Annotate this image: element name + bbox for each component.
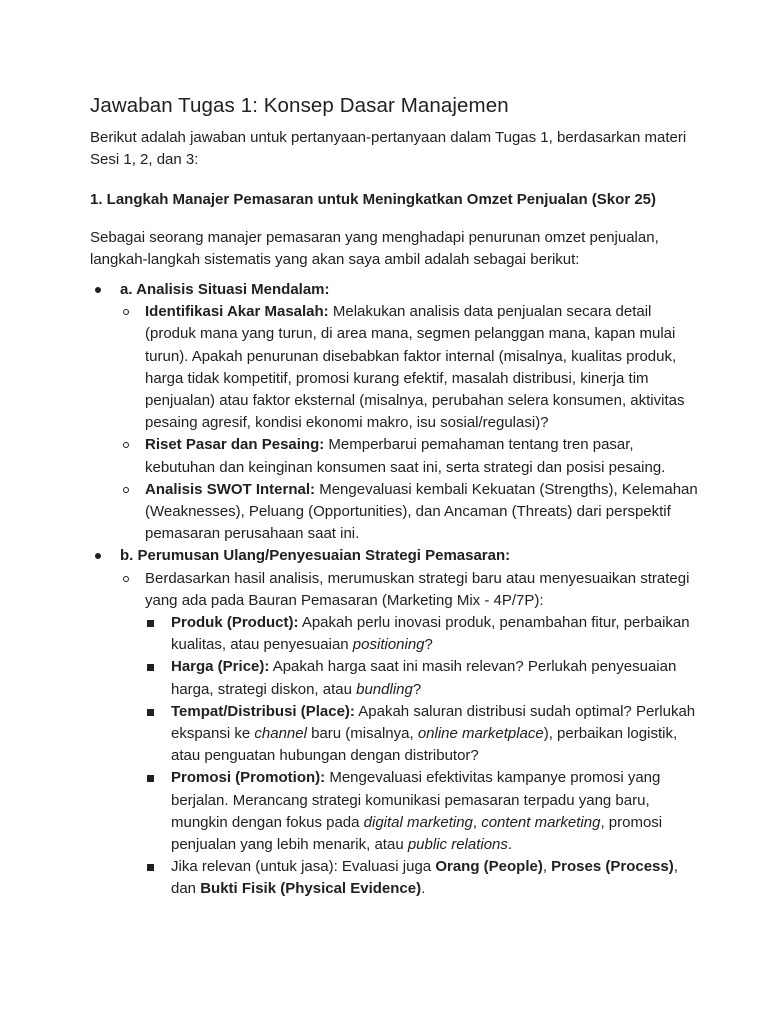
square-bullet-icon <box>147 864 154 871</box>
mix-text: , <box>542 858 552 876</box>
mix-emphasis: positioning <box>352 636 425 654</box>
circle-bullet-icon <box>123 487 129 493</box>
item-label: Analisis SWOT Internal: <box>145 480 316 498</box>
circle-bullet-icon <box>123 309 129 315</box>
mix-text: Apakah saluran distribusi sudah optimal? Perlukah ekspansi ke <box>171 702 696 743</box>
step-b <box>90 545 700 900</box>
mix-bold: Orang (People) <box>435 858 543 876</box>
mix-text: Apakah harga saat ini masih relevan? Perlukah penyesuaian harga, strategi diskon, atau <box>171 658 677 698</box>
mix-services <box>145 856 700 900</box>
mix-text: ? <box>424 636 433 654</box>
mix-text: . <box>507 836 513 854</box>
square-bullet-icon <box>147 620 154 627</box>
mix-place <box>145 701 700 768</box>
mix-emphasis: digital marketing <box>363 813 473 831</box>
item-text: Memperbarui pemahaman tentang tren pasar, kebutuhan dan keinginan konsumen saat ini, serta strategi dan posisi pesaing. <box>145 436 666 476</box>
square-bullet-icon <box>147 775 154 782</box>
disc-bullet-icon <box>95 553 101 559</box>
mix-text: , <box>472 813 482 831</box>
step-a-item-3 <box>120 479 700 546</box>
steps-list <box>90 279 700 901</box>
mix-label: Tempat/Distribusi (Place): <box>171 702 355 720</box>
mix-text: Apakah perlu inovasi produk, penambahan fitur, perbaikan kualitas, atau penyesuaian <box>171 614 690 654</box>
step-a-label: a. Analisis Situasi Mendalam: <box>120 281 330 298</box>
mix-text: , promosi penjualan yang lebih menarik, atau <box>171 813 663 854</box>
mix-price <box>145 656 700 700</box>
step-a-item-2 <box>120 434 700 478</box>
mix-emphasis: online marketplace <box>417 725 544 743</box>
item-label: Riset Pasar dan Pesaing: <box>145 436 325 454</box>
step-b-sublist <box>120 568 700 901</box>
mix-promotion <box>145 767 700 856</box>
disc-bullet-icon <box>95 287 101 293</box>
mix-text: Jika relevan (untuk jasa): Evaluasi juga <box>171 858 436 876</box>
mix-text: ), perbaikan logistik, atau penguatan hubungan dengan distributor? <box>171 725 678 765</box>
marketing-mix-list <box>145 612 700 901</box>
mix-emphasis: content marketing <box>481 813 601 831</box>
item-text: Berdasarkan hasil analisis, merumuskan strategi baru atau menyesuaikan strategi yang ada pada Bauran Pemasaran (Marketing Mix - 4P/7P): <box>145 569 690 609</box>
mix-emphasis: bundling <box>356 680 413 698</box>
mix-emphasis: channel <box>254 725 307 743</box>
step-a-item-1 <box>120 301 700 434</box>
mix-emphasis: public relations <box>407 836 508 854</box>
step-a <box>90 279 700 545</box>
document-title: Jawaban Tugas 1: Konsep Dasar Manajemen <box>90 94 509 117</box>
mix-text: , dan <box>171 858 678 898</box>
mix-text: . <box>421 880 426 898</box>
circle-bullet-icon <box>123 442 129 448</box>
mix-bold: Bukti Fisik (Physical Evidence) <box>200 880 422 898</box>
intro-paragraph: Berikut adalah jawaban untuk pertanyaan-pertanyaan dalam Tugas 1, berdasarkan materi Sesi 1, 2, dan 3: <box>90 129 687 168</box>
step-a-sublist <box>120 301 700 545</box>
mix-text: Mengevaluasi efektivitas kampanye promosi yang berjalan. Merancang strategi komunikasi pemasaran terpadu yang baru, mungkin dengan fokus pada <box>171 769 661 831</box>
item-text: Melakukan analisis data penjualan secara detail (produk mana yang turun, di area mana, segmen pelanggan mana, kapan mulai turun). Apakah penurunan disebabkan faktor internal (misalnya, kualitas produk, harga tidak kompetitif, promosi kurang efektif, masalah distribusi, kinerja tim penjualan) atau faktor eksternal (misalnya, perubahan selera konsumen, aktivitas pesaing agresif, kondisi ekonomi makro, isu sosial/regulasi)? <box>145 303 685 432</box>
square-bullet-icon <box>147 664 154 671</box>
mix-label: Promosi (Promotion): <box>171 769 326 787</box>
item-label: Identifikasi Akar Masalah: <box>145 303 329 321</box>
step-b-item-1 <box>120 568 700 901</box>
mix-text: baru (misalnya, <box>306 725 418 743</box>
mix-product <box>145 612 700 656</box>
item-text: Mengevaluasi kembali Kekuatan (Strengths), Kelemahan (Weaknesses), Peluang (Opportunities), dan Ancaman (Threats) dari perspektif pemasaran perusahaan saat ini. <box>145 480 698 543</box>
mix-label: Produk (Product): <box>171 614 299 632</box>
step-b-label: b. Perumusan Ulang/Penyesuaian Strategi Pemasaran: <box>120 547 511 565</box>
mix-label: Harga (Price): <box>171 658 270 676</box>
mix-text: ? <box>412 680 422 698</box>
circle-bullet-icon <box>123 576 129 582</box>
mix-bold: Proses (Process) <box>551 858 674 876</box>
section-1-heading: 1. Langkah Manajer Pemasaran untuk Meningkatkan Omzet Penjualan (Skor 25) <box>90 191 657 208</box>
square-bullet-icon <box>147 709 154 716</box>
section-1-intro: Sebagai seorang manajer pemasaran yang menghadapi penurunan omzet penjualan, langkah-langkah sistematis yang akan saya ambil adalah sebagai berikut: <box>90 229 659 268</box>
